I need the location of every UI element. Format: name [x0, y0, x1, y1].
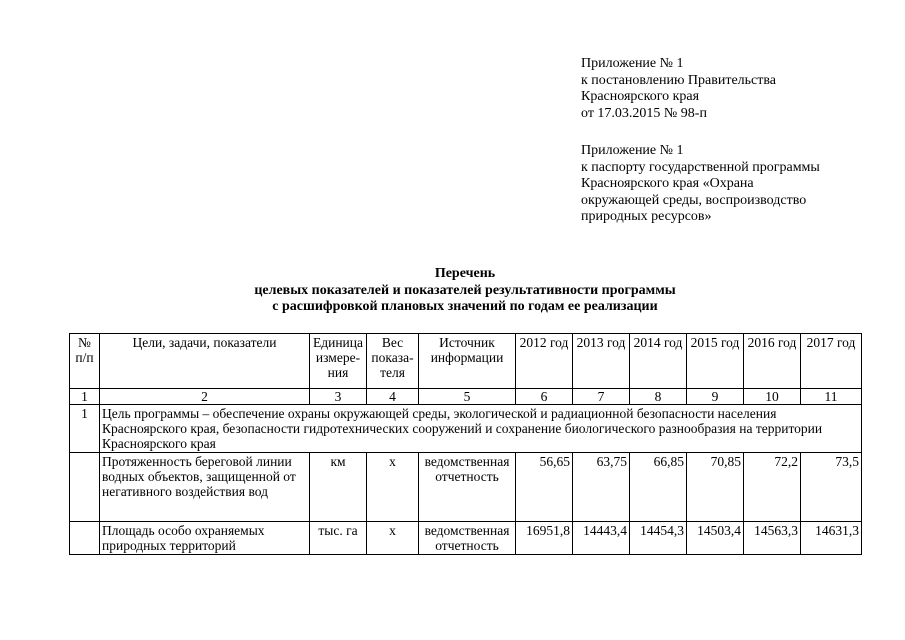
- column-number-row: [70, 389, 862, 405]
- value-cell: 14563,3: [744, 522, 801, 555]
- column-number: 2: [100, 389, 310, 405]
- table-row: [70, 453, 862, 522]
- header-cell-number: № п/п: [70, 334, 100, 389]
- value-cell: 70,85: [687, 453, 744, 522]
- value-cell: 56,65: [516, 453, 573, 522]
- header-cell-unit: Единица измере-ния: [310, 334, 367, 389]
- goal-text: Цель программы – обеспечение охраны окружающей среды, экологической и радиационной безопасности населения Красноярского края, безопасности гидротехнических сооружений и сохранение биологического разнообразия на территории Красноярского края: [100, 405, 862, 453]
- appendix-line: Красноярского края «Охрана: [581, 176, 754, 192]
- weight-cell: х: [367, 522, 419, 555]
- indicator-name: Площадь особо охраняемых природных территорий: [100, 522, 310, 555]
- appendix-line: Красноярского края: [581, 89, 700, 105]
- header-cell-2015: 2015 год: [687, 334, 744, 389]
- goal-number: 1: [70, 405, 100, 453]
- weight-cell: х: [367, 453, 419, 522]
- indicator-name: Протяженность береговой линии водных объектов, защищенной от негативного воздействия вод: [100, 453, 310, 522]
- appendix-line: природных ресурсов»: [581, 209, 712, 225]
- column-number: 1: [70, 389, 100, 405]
- value-cell: 73,5: [801, 453, 862, 522]
- appendix-line: к постановлению Правительства: [581, 72, 777, 88]
- appendix-program-passport: [581, 143, 820, 226]
- goal-row: [70, 405, 862, 453]
- value-cell: 72,2: [744, 453, 801, 522]
- column-number: 4: [367, 389, 419, 405]
- value-cell: 63,75: [573, 453, 630, 522]
- document-title: [200, 266, 730, 316]
- table-row: [70, 522, 862, 555]
- column-number: 7: [573, 389, 630, 405]
- row-number: [70, 522, 100, 555]
- unit-cell: км: [310, 453, 367, 522]
- header-cell-source: Источник информации: [419, 334, 516, 389]
- appendix-line: к паспорту государственной программы: [581, 159, 820, 175]
- appendix-line: Приложение № 1: [581, 56, 684, 71]
- value-cell: 14503,4: [687, 522, 744, 555]
- value-cell: 66,85: [630, 453, 687, 522]
- appendix-line: окружающей среды, воспроизводство: [581, 192, 807, 208]
- source-cell: ведомственная отчетность: [419, 522, 516, 555]
- value-cell: 14454,3: [630, 522, 687, 555]
- value-cell: 14443,4: [573, 522, 630, 555]
- header-cell-2013: 2013 год: [573, 334, 630, 389]
- indicators-table: [69, 333, 862, 555]
- appendix-line: Приложение № 1: [581, 143, 684, 158]
- header-cell-2017: 2017 год: [801, 334, 862, 389]
- header-cell-2012: 2012 год: [516, 334, 573, 389]
- unit-cell: тыс. га: [310, 522, 367, 555]
- appendix-line: от 17.03.2015 № 98-п: [581, 105, 707, 121]
- column-number: 11: [801, 389, 862, 405]
- header-cell-2014: 2014 год: [630, 334, 687, 389]
- title-line: целевых показателей и показателей результативности программы: [254, 282, 676, 298]
- column-number: 8: [630, 389, 687, 405]
- source-cell: ведомственная отчетность: [419, 453, 516, 522]
- header-cell-weight: Вес показа-теля: [367, 334, 419, 389]
- title-line: Перечень: [434, 266, 496, 281]
- column-number: 9: [687, 389, 744, 405]
- column-number: 6: [516, 389, 573, 405]
- column-number: 10: [744, 389, 801, 405]
- table-header-row: [70, 334, 862, 389]
- appendix-government-resolution: [581, 56, 776, 122]
- header-cell-2016: 2016 год: [744, 334, 801, 389]
- column-number: 5: [419, 389, 516, 405]
- value-cell: 16951,8: [516, 522, 573, 555]
- column-number: 3: [310, 389, 367, 405]
- row-number: [70, 453, 100, 522]
- value-cell: 14631,3: [801, 522, 862, 555]
- header-cell-indicators: Цели, задачи, показатели: [100, 334, 310, 389]
- title-line: с расшифровкой плановых значений по годам ее реализации: [272, 299, 658, 314]
